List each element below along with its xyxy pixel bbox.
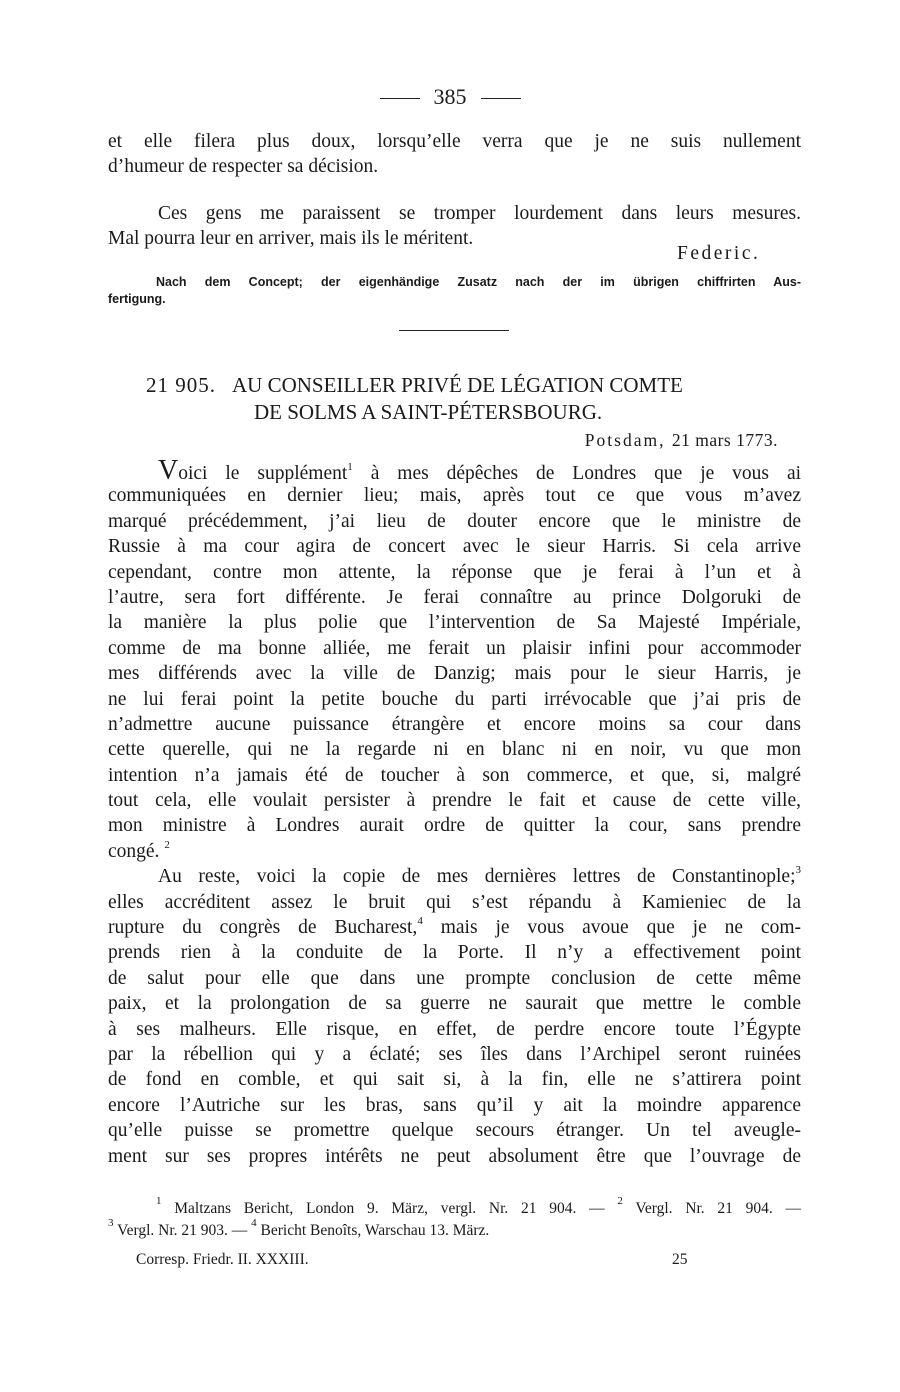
- text-line: comme de ma bonne alliée, me ferait un plaisir infini pour accommoder: [108, 637, 801, 659]
- footnote-text: Vergl. Nr. 21 903. —: [113, 1222, 252, 1239]
- text-line: [108, 839, 801, 864]
- text-line: paix, et la prolongation de sa guerre ne saurait que mettre le comble: [108, 993, 801, 1015]
- page-number: 385: [433, 84, 467, 109]
- text-run: congé.: [108, 840, 160, 862]
- footnote-line: [108, 1195, 801, 1220]
- signature-mark: Corresp. Friedr. II. XXXIII.: [136, 1251, 309, 1268]
- footnote-text: Maltzans Bericht, London 9. März, vergl. Nr. 21 904. —: [161, 1200, 618, 1217]
- text-line: ment sur ses propres intérêts ne peut absolument être que l’ouvrage de: [108, 1145, 801, 1167]
- text-run: à mes dépêches de Londres que je vous ai: [352, 463, 801, 484]
- text-line: [108, 864, 801, 889]
- drop-cap: V: [158, 458, 179, 484]
- text-run: Au reste, voici la copie de mes dernières lettres de Constantinople;: [158, 866, 796, 888]
- text-line: qu’elle puisse se promettre quelque secours étranger. Un tel aveugle-: [108, 1120, 801, 1142]
- text-line: marqué précédemment, j’ai lieu de douter encore que le ministre de: [108, 510, 801, 532]
- footnote-marker: 1: [156, 1195, 162, 1207]
- text-line: n’admettre aucune puissance étrangère et encore moins sa cour dans: [108, 713, 801, 735]
- text-line: à ses malheurs. Elle risque, en effet, de perdre encore toute l’Égypte: [108, 1018, 801, 1040]
- text-line: encore l’Autriche sur les bras, sans qu’il y ait la moindre apparence: [108, 1094, 801, 1116]
- text-line: [108, 458, 801, 483]
- carryover-text: [108, 129, 801, 180]
- bottom-line: [136, 1251, 696, 1269]
- text-line: d’humeur de respecter sa décision.: [108, 156, 379, 178]
- section-divider: [399, 330, 509, 331]
- footnote-marker: 3: [108, 1217, 114, 1229]
- text-line: mon ministre à Londres aurait ordre de quitter la cour, sans prendre: [108, 815, 801, 837]
- text-line: l’autre, sera fort différente. Je ferai connaître au prince Dolgoruki de: [108, 586, 801, 608]
- footnote-ref: 2: [164, 838, 170, 851]
- note-line: fertigung.: [108, 292, 166, 306]
- text-line: ne lui ferai point la petite bouche du parti irrévocable que j’ai pris de: [108, 688, 801, 710]
- header-dash-left: [380, 98, 420, 99]
- text-line: intention n’a jamais été de toucher à son commerce, et que, si, malgré: [108, 764, 801, 786]
- text-line: cette querelle, qui ne la regarde ni en blanc ni en noir, vu que mon: [108, 739, 801, 761]
- footnote-marker: 4: [251, 1217, 257, 1229]
- letter-body: [108, 458, 801, 1169]
- text-line: Mal pourra leur en arriver, mais ils le méritent.: [108, 228, 474, 250]
- letter-title-line1: AU CONSEILLER PRIVÉ DE LÉGATION COMTE: [232, 373, 683, 397]
- text-line: la manière la plus polie que l’intervention de Sa Majesté Impériale,: [108, 612, 801, 634]
- text-line: Russie à ma cour agira de concert avec le sieur Harris. Si cela arrive: [108, 536, 801, 558]
- footnote-text: Vergl. Nr. 21 904. —: [622, 1200, 801, 1217]
- place: Potsdam,: [584, 430, 666, 450]
- text-line: de salut pour elle que dans une prompte conclusion de cette même: [108, 967, 801, 989]
- gathering-number: 25: [672, 1251, 688, 1268]
- footnote-ref: 3: [795, 864, 801, 877]
- footnote-line: [108, 1217, 801, 1242]
- text-run: oici le supplément: [178, 463, 348, 484]
- text-line: cependant, contre mon attente, la réponse que je ferai à l’un et à: [108, 561, 801, 583]
- text-line: par la rébellion qui y a éclaté; ses îles dans l’Archipel seront ruinées: [108, 1043, 801, 1065]
- date: 21 mars 1773.: [671, 430, 778, 450]
- running-header: [0, 84, 900, 110]
- text-line: Ces gens me paraissent se tromper lourdement dans leurs mesures.: [158, 203, 801, 224]
- text-line: tout cela, elle voulait persister à prendre le fait et cause de cette ville,: [108, 790, 801, 812]
- text-run: rupture du congrès de Bucharest,: [108, 917, 418, 939]
- letter-title-line2: DE SOLMS A SAINT-PÉTERSBOURG.: [254, 400, 603, 424]
- footnote-marker: 2: [617, 1195, 623, 1207]
- footnote-text: Bericht Benoîts, Warschau 13. März.: [256, 1222, 490, 1239]
- text-line: de fond en comble, et qui sait si, à la fin, elle ne s’attirera point: [108, 1069, 801, 1091]
- header-dash-right: [481, 98, 521, 99]
- text-line: et elle filera plus doux, lorsqu’elle verra que je ne suis nullement: [108, 131, 801, 152]
- footnote-ref: 4: [417, 915, 423, 928]
- signature: Federic.: [677, 243, 761, 264]
- text-line: prends rien à la conduite de la Porte. Il n’y a effectivement point: [108, 942, 801, 964]
- letter-heading: [146, 372, 806, 426]
- text-run: mais je vous avoue que je ne com-: [422, 917, 801, 939]
- text-line: communiquées en dernier lieu; mais, après tout ce que vous m’avez: [108, 485, 801, 507]
- text-line: [108, 915, 801, 940]
- dateline: [585, 430, 778, 451]
- footnotes: [108, 1195, 801, 1242]
- note-line: Nach dem Concept; der eigenhändige Zusatz nach der im übrigen chiffrirten Aus-: [156, 275, 801, 289]
- source-note: [108, 274, 801, 308]
- text-line: mes différends avec la ville de Danzig; mais pour le sieur Harris, je: [108, 663, 801, 685]
- text-line: elles accréditent assez le bruit qui s’est répandu à Kamieniec de la: [108, 891, 801, 913]
- footnote-ref: 1: [347, 461, 353, 473]
- letter-number: 21 905.: [146, 373, 216, 397]
